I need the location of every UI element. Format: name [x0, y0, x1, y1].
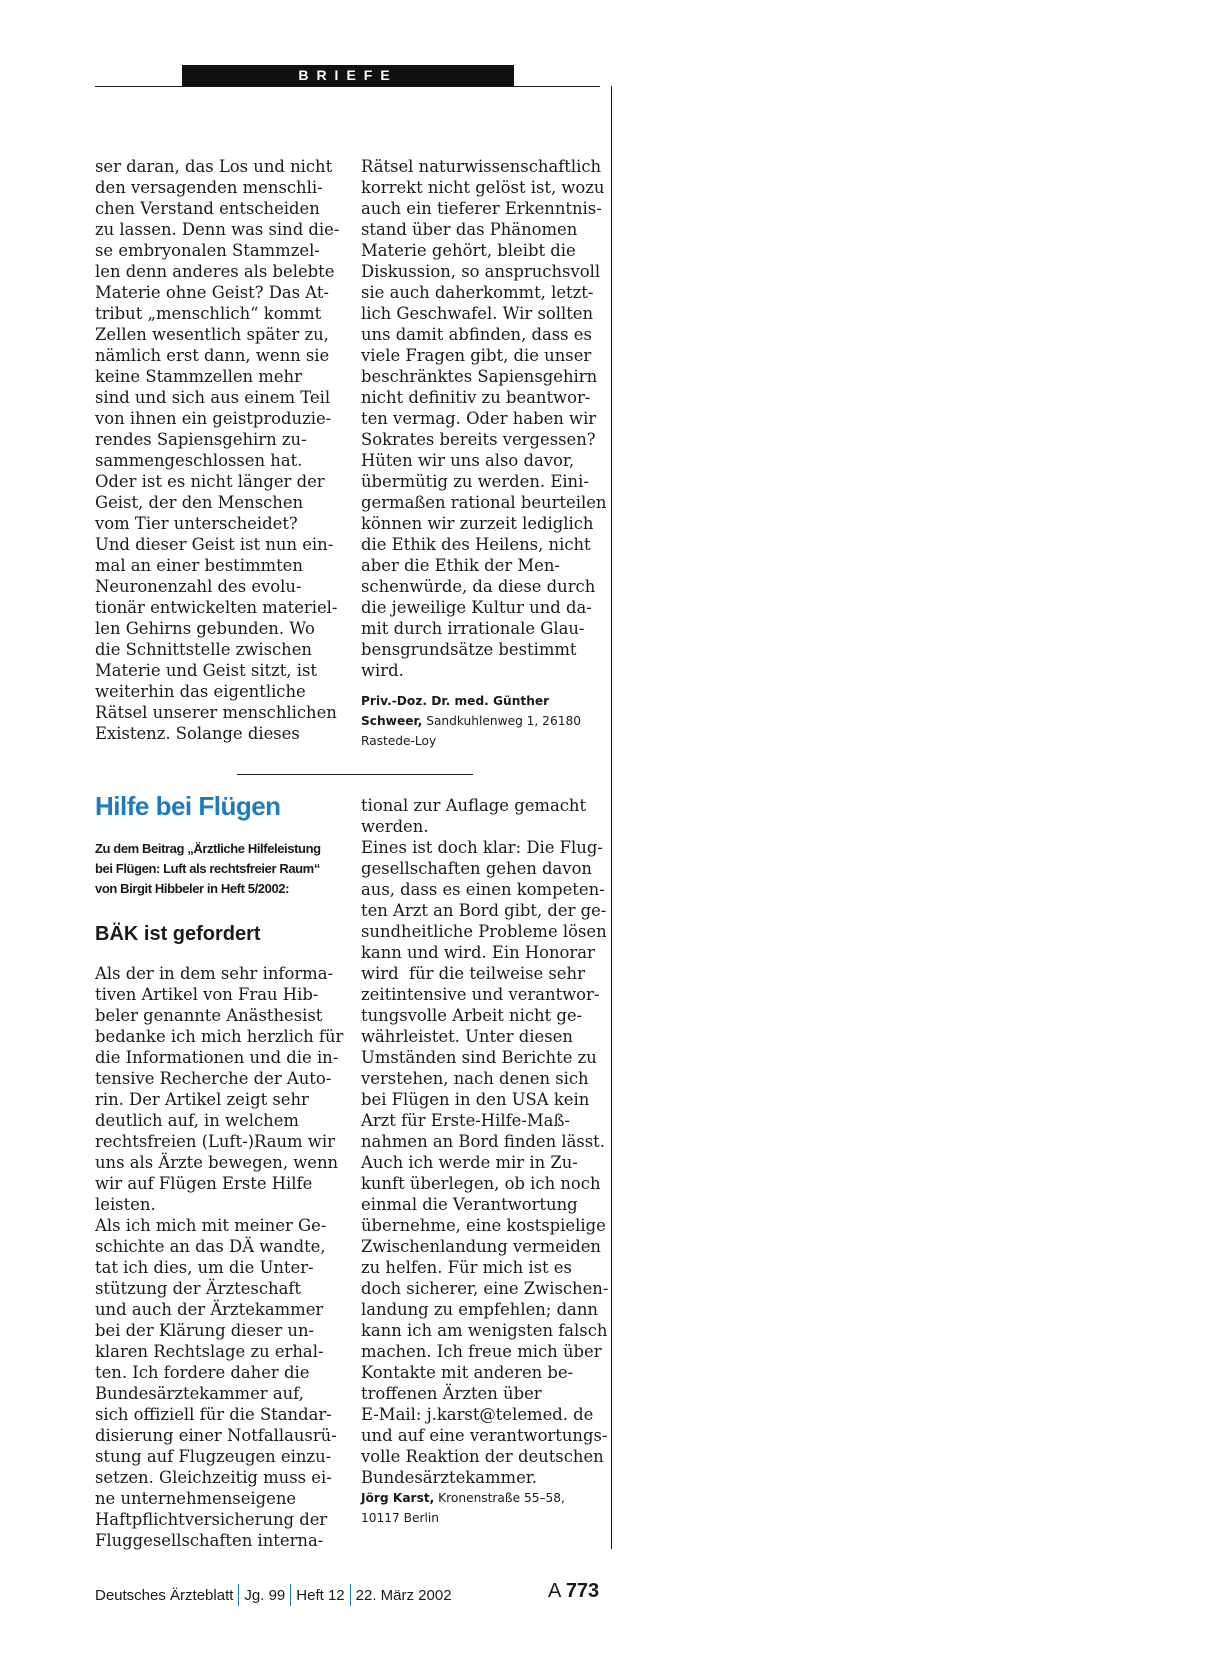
page-footer — [95, 1584, 452, 1606]
article-column1: Als der in dem sehr informa- tiven Artikel von Frau Hib- beler genannte Anästhesist bedanke ich mich herzlich für die Informationen und die in- tensive Recherche der Auto- rin. Der Artikel zeigt sehr deutlich auf, in welchem rechtsfreien (Luft-)Raum wir uns als Ärzte bewegen, wenn wir auf Flügen Erste Hilfe leisten. Als ich mich mit meiner Ge- schichte an das DÄ wandte, tat ich dies, um die Unter- stützung der Ärzteschaft und auch der Ärztekammer bei der Klärung dieser un- klaren Rechtslage zu erhal- ten. Ich fordere daher die Bundesärztekammer auf, sich offiziell für die Standar- disierung einer Notfallausrü- stung auf Flugzeugen einzu- setzen. Gleichzeitig muss ei- ne unternehmenseigene Haftpflichtversicherung der Fluggesellschaften interna- — [95, 964, 344, 1550]
article-column2: tional zur Auflage gemacht werden. Eines ist doch klar: Die Flug- gesellschaften gehen davon aus, dass es einen kompeten- ten Arzt an Bord gibt, der ge- sundheitliche Probleme lösen kann und wird. Ein Honorar wird für die teilweise sehr zeitintensive und verantwor- tungsvolle Arbeit nicht ge- währleistet. Unter diesen Umständen sind Berichte zu verstehen, nach denen sich bei Flügen in den USA kein Arzt für Erste-Hilfe-Maß- nahmen an Bord finden lässt. Auch ich werde mir in Zu- kunft überlegen, ob ich noch einmal die Verantwortung übernehme, eine kostspielige Zwischenlandung vermeiden zu helfen. Für mich ist es doch sicherer, eine Zwischen- landung zu empfehlen; dann kann ich am wenigsten falsch machen. Ich freue mich über Kontakte mit anderen be- troffenen Ärzten über E-Mail: j.karst@telemed. de und auf eine verantwortungs- volle Reaktion der deutschen Bundesärztekammer. — [361, 796, 609, 1487]
column-rule — [611, 86, 612, 1549]
section-divider — [237, 774, 473, 775]
letter1-signature — [361, 691, 581, 751]
article-intro: Zu dem Beitrag „Ärztliche Hilfeleistung bei Flügen: Luft als rechtsfreier Raum“ von Birgit Hibbeler in Heft 5/2002: — [95, 841, 321, 896]
page-prefix: A — [548, 1580, 561, 1602]
signature-name: Jörg Karst, — [361, 1491, 435, 1505]
signature-name: Priv.-Doz. Dr. med. Günther — [361, 694, 550, 708]
journal-name: Deutsches Ärzteblatt — [95, 1586, 234, 1604]
footer-separator — [350, 1584, 351, 1606]
article-signature — [361, 1488, 565, 1528]
signature-address: Kronenstraße 55–58, — [434, 1491, 565, 1505]
letter1-column2: Rätsel naturwissenschaftlich korrekt nicht gelöst ist, wozu auch ein tieferer Erkenntnis- stand über das Phänomen Materie gehört, bleibt die Diskussion, so anspruchsvoll sie auch daherkommt, letzt- lich Geschwafel. Wir sollten uns damit abfinden, dass es viele Fragen gibt, die unser beschränktes Sapiensgehirn nicht definitiv zu beantwor- ten vermag. Oder haben wir Sokrates bereits vergessen? Hüten wir uns also davor, übermütig zu werden. Eini- germaßen rational beurteilen können wir zurzeit lediglich die Ethik des Heilens, nicht aber die Ethik der Men- schenwürde, da diese durch die jeweilige Kultur und da- mit durch irrationale Glau- bensgrundsätze bestimmt wird. — [361, 157, 607, 680]
article-subheading: BÄK ist gefordert — [95, 923, 261, 945]
signature-address: Sandkuhlenweg 1, 26180 — [422, 714, 581, 728]
signature-address: 10117 Berlin — [361, 1511, 440, 1525]
page-number — [548, 1580, 599, 1603]
letter1-column1: ser daran, das Los und nicht den versagenden menschli- chen Verstand entscheiden zu lassen. Denn was sind die- se embryonalen Stammzel- len denn anderes als belebte Materie ohne Geist? Das At- tribut „menschlich“ kommt Zellen wesentlich später zu, nämlich erst dann, wenn sie keine Stammzellen mehr sind und sich aus einem Teil von ihnen ein geistproduzie- rendes Sapiensgehirn zu- sammengeschlossen hat. Oder ist es nicht länger der Geist, der den Menschen vom Tier unterscheidet? Und dieser Geist ist nun ein- mal an einer bestimmten Neuronenzahl des evolu- tionär entwickelten materiel- len Gehirns gebunden. Wo die Schnittstelle zwischen Materie und Geist sitzt, ist weiterhin das eigentliche Rätsel unserer menschlichen Existenz. Solange dieses — [95, 157, 340, 743]
article-title: Hilfe bei Flügen — [95, 791, 281, 821]
journal-issue: Heft 12 — [296, 1586, 345, 1604]
signature-address: Rastede-Loy — [361, 734, 437, 748]
journal-date: 22. März 2002 — [355, 1586, 452, 1604]
signature-name: Schweer, — [361, 714, 423, 728]
journal-volume: Jg. 99 — [244, 1586, 286, 1604]
section-label: BRIEFE — [182, 65, 514, 86]
footer-separator — [290, 1584, 291, 1606]
page-number-value: 773 — [565, 1580, 600, 1602]
header-rule — [95, 86, 600, 87]
footer-separator — [238, 1584, 239, 1606]
